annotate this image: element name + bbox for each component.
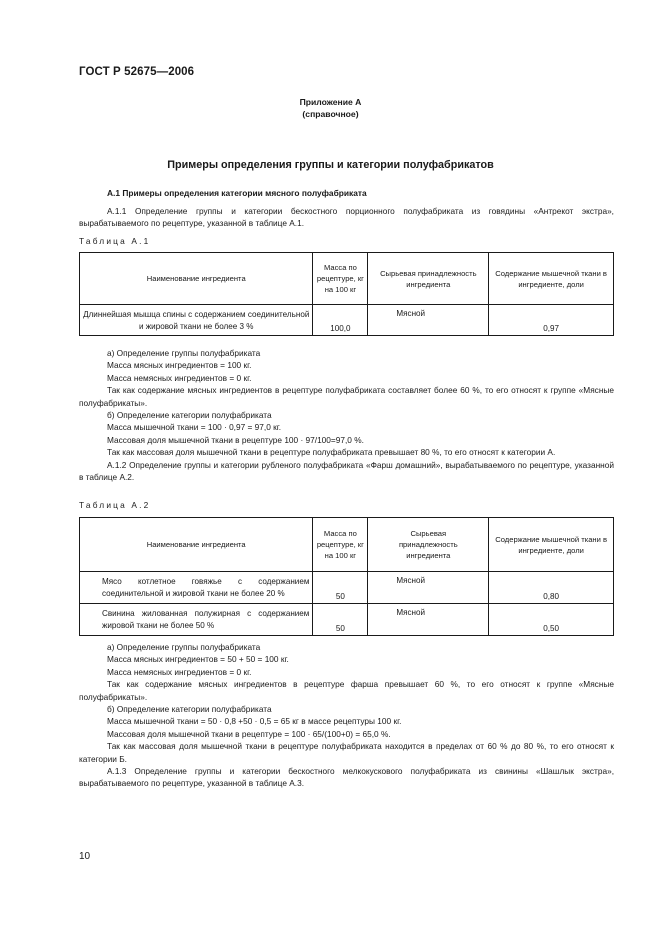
- table-header-row: [80, 518, 614, 572]
- text-line: Так как содержание мясных ингредиентов в рецептуре полуфабриката составляет более 60 %, то его относят к группе «Мясные полуфабрикаты».: [79, 385, 614, 408]
- text-line: б) Определение категории полуфабриката: [107, 704, 272, 715]
- paragraph-text: А.1.1 Определение группы и категории бескостного порционного полуфабриката из говядины «Антрекот экстра», вырабатываемого по рецептуре, указанной в таблице А.1.: [79, 206, 614, 229]
- ingredient-category: Мясной: [368, 572, 489, 604]
- text-line: Так как массовая доля мышечной ткани в рецептуре полуфабриката превышает 80 %, то его относят к категории А.: [107, 447, 556, 458]
- ingredient-category: Мясной: [368, 604, 489, 636]
- header-cell: Масса по рецептуре, кг на 100 кг: [313, 253, 368, 305]
- table-row: [80, 305, 614, 336]
- calculation-block-2: [79, 641, 614, 790]
- ingredient-name: Свинина жилованная полужирная с содержанием жировой ткани не более 50 %: [80, 604, 313, 636]
- text-line: Так как содержание мясных ингредиентов в рецептуре фарша превышает 60 %, то его относят к группе «Мясные полуфабрикаты».: [79, 679, 614, 702]
- header-cell: Масса по рецептуре, кг на 100 кг: [313, 518, 368, 572]
- header-cell: Сырьевая принадлежность ингредиента: [368, 518, 489, 572]
- header-cell: Наименование ингредиента: [80, 518, 313, 572]
- ingredient-mass: 50: [313, 604, 368, 636]
- text-line: б) Определение категории полуфабриката: [107, 410, 272, 421]
- ingredient-name: Длиннейшая мышца спины с содержанием соединительной и жировой ткани не более 3 %: [80, 305, 313, 336]
- main-title: Примеры определения группы и категории полуфабрикатов: [167, 159, 494, 171]
- text-line: Масса немясных ингредиентов = 0 кг.: [107, 666, 252, 677]
- ingredient-muscle: 0,80: [489, 572, 614, 604]
- ingredient-category: Мясной: [368, 305, 489, 336]
- text-line: а) Определение группы полуфабриката: [107, 642, 261, 652]
- appendix-heading: [0, 96, 661, 120]
- text-line: Так как массовая доля мышечной ткани в рецептуре полуфабриката находится в пределах от 60 % до 80 %, то его относят к категории Б.: [79, 741, 614, 764]
- text-line: А.1.3 Определение группы и категории бескостного мелкокускового полуфабриката из свинины «Шашлык экстра», вырабатываемого по рецептуре, указанной в таблице А.3.: [79, 766, 614, 789]
- table1-caption: Таблица А.1: [79, 236, 151, 246]
- text-line: А.1.2 Определение группы и категории рубленого полуфабриката «Фарш домашний», вырабатываемого по рецептуре, указанной в таблице А.2.: [79, 459, 614, 483]
- header-cell: Сырьевая принадлежность ингредиента: [368, 253, 489, 305]
- text-line: а) Определение группы полуфабриката: [107, 348, 261, 358]
- appendix-title: Приложение А: [299, 97, 362, 107]
- table-row: [80, 604, 614, 636]
- section-title: А.1 Примеры определения категории мясного полуфабриката: [107, 188, 367, 198]
- text-line: Масса мышечной ткани = 100 · 0,97 = 97,0 кг.: [107, 422, 282, 433]
- header-cell: Содержание мышечной ткани в ингредиенте, доли: [489, 253, 614, 305]
- header-cell: Содержание мышечной ткани в ингредиенте, доли: [489, 518, 614, 572]
- table-a1: [79, 252, 614, 336]
- table-header-row: [80, 253, 614, 305]
- text-line: Масса мясных ингредиентов = 100 кг.: [107, 360, 252, 371]
- header-cell: Наименование ингредиента: [80, 253, 313, 305]
- text-line: Масса немясных ингредиентов = 0 кг.: [107, 372, 252, 383]
- ingredient-mass: 50: [313, 572, 368, 604]
- ingredient-name: Мясо котлетное говяжье с содержанием соединительной и жировой ткани не более 20 %: [80, 572, 313, 604]
- paragraph-a11: [79, 205, 614, 230]
- document-header: ГОСТ Р 52675—2006: [79, 66, 195, 78]
- text-line: Массовая доля мышечной ткани в рецептуре = 100 · 65/(100+0) = 65,0 %.: [107, 728, 391, 739]
- text-line: Масса мышечной ткани = 50 · 0,8 +50 · 0,5 = 65 кг в массе рецептуры 100 кг.: [107, 716, 402, 727]
- page-number: 10: [79, 851, 91, 862]
- appendix-note: (справочное): [302, 109, 359, 119]
- ingredient-mass: 100,0: [313, 305, 368, 336]
- calculation-block-1: [79, 347, 614, 483]
- ingredient-muscle: 0,50: [489, 604, 614, 636]
- table-row: [80, 572, 614, 604]
- ingredient-muscle: 0,97: [489, 305, 614, 336]
- table-a2: [79, 517, 614, 636]
- table2-caption: Таблица А.2: [79, 500, 151, 510]
- text-line: Массовая доля мышечной ткани в рецептуре 100 · 97/100=97,0 %.: [107, 434, 364, 445]
- text-line: Масса мясных ингредиентов = 50 + 50 = 100 кг.: [107, 654, 289, 665]
